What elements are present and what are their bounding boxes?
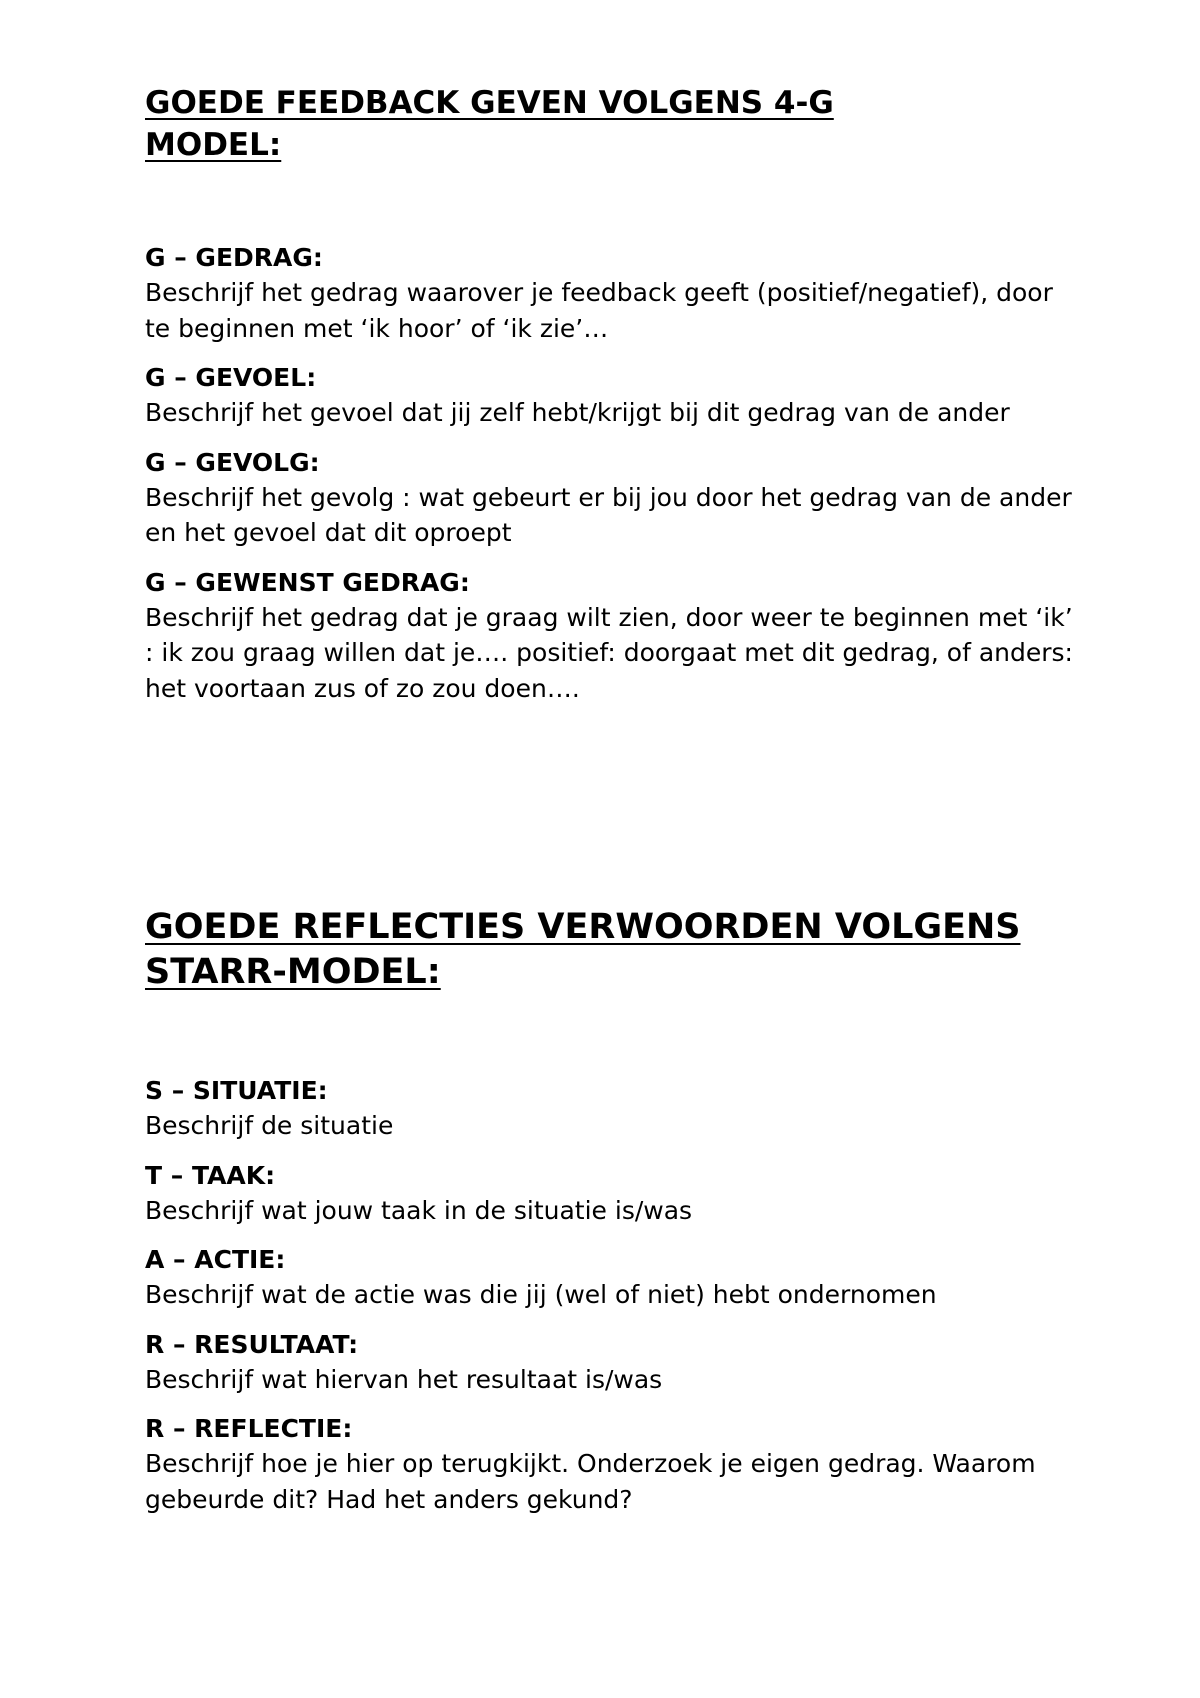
feedback-item-gevolg [145,445,1075,551]
item-heading: R – REFLECTIE: [145,1414,353,1443]
item-text: Beschrijf wat hiervan het resultaat is/was [145,1364,663,1394]
item-heading: G – GEDRAG: [145,243,323,272]
reflection-item-resultaat [145,1327,1075,1398]
reflection-item-reflectie [145,1411,1075,1517]
feedback-title: GOEDE FEEDBACK GEVEN VOLGENS 4-G MODEL: [145,85,834,163]
item-text: Beschrijf de situatie [145,1111,394,1140]
item-heading: A – ACTIE: [145,1245,286,1274]
item-text: Beschrijf wat jouw taak in de situatie is/was [145,1195,693,1225]
reflection-item-situatie [145,1073,1075,1144]
feedback-item-gewenst-gedrag [145,565,1075,707]
item-text: Beschrijf het gevoel dat jij zelf hebt/krijgt bij dit gedrag van de ander [145,398,1010,427]
reflection-items [145,1073,1075,1517]
reflection-item-taak [145,1158,1075,1229]
item-text: Beschrijf het gedrag waarover je feedback geeft (positief/negatief), door te beginnen met ‘ik hoor’ of ‘ik zie’… [145,278,1053,343]
item-text: Beschrijf hoe je hier op terugkijkt. Onderzoek je eigen gedrag. Waarom gebeurde dit? Had het anders gekund? [145,1449,1036,1514]
item-text: Beschrijf het gedrag dat je graag wilt zien, door weer te beginnen met ‘ik’ : ik zou graag willen dat je…. positief: doorgaat met dit gedrag, of anders: het voortaan zus of zo zou doen…. [145,602,1073,703]
item-heading: G – GEVOLG: [145,447,320,477]
item-text: Beschrijf het gevolg : wat gebeurt er bij jou door het gedrag van de ander en het gevoel dat dit oproept [145,482,1072,547]
feedback-section [145,82,1075,720]
item-heading: G – GEVOEL: [145,363,317,392]
feedback-items [145,240,1075,706]
item-heading: R – RESULTAAT: [145,1329,359,1359]
item-heading: G – GEWENST GEDRAG: [145,567,470,597]
item-text: Beschrijf wat de actie was die jij (wel of niet) hebt ondernomen [145,1280,937,1309]
feedback-item-gedrag [145,240,1075,346]
reflection-title: GOEDE REFLECTIES VERWOORDEN VOLGENS STARR-MODEL: [145,907,1021,992]
feedback-item-gevoel [145,360,1075,431]
reflection-item-actie [145,1242,1075,1313]
reflection-section [145,905,1075,1531]
item-heading: T – TAAK: [145,1160,276,1190]
item-heading: S – SITUATIE: [145,1076,328,1105]
